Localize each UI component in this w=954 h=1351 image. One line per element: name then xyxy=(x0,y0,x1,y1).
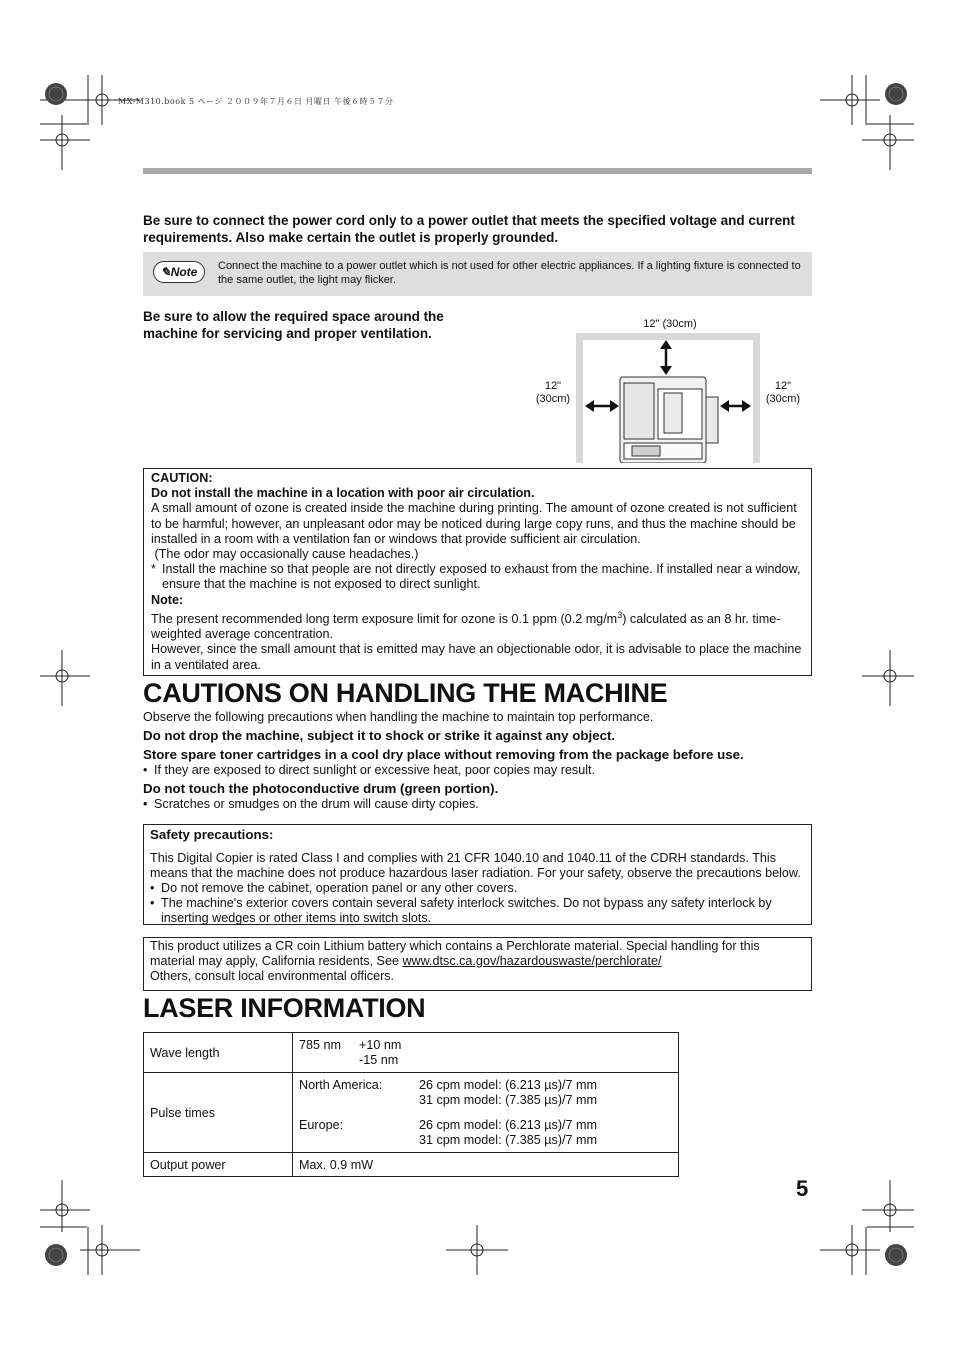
wave-length-label: Wave length xyxy=(144,1033,293,1073)
safety-box xyxy=(143,824,812,925)
handling-item-drop: Do not drop the machine, subject it to shock or strike it against any object. xyxy=(143,728,616,743)
caution-title: CAUTION: xyxy=(151,471,213,485)
battery-line-1 xyxy=(150,939,805,969)
pulse-na-values xyxy=(419,1078,597,1108)
pulse-na-26: 26 cpm model: (6.213 µs)/7 mm xyxy=(419,1077,598,1092)
caution-bullet-text: Install the machine so that people are not directly exposed to exhaust from the machine. If installed near a window, ensure that the machine is not exposed to direct sunlight. xyxy=(162,562,801,592)
output-power-value: Max. 0.9 mW xyxy=(293,1153,679,1177)
caution-note-1a: The present recommended long term exposure limit for ozone is 0.1 ppm (0.2 mg/m xyxy=(151,612,618,627)
safety-body: This Digital Copier is rated Class I and complies with 21 CFR 1040.10 and 1040.11 of the CDRH standards. This means that the machine does not produce hazardous laser radiation. For your safety, observe the precautions below. xyxy=(150,851,801,880)
handling-heading: CAUTIONS ON HANDLING THE MACHINE xyxy=(143,678,668,708)
page-number: 5 xyxy=(796,1176,809,1201)
handling-toner-bullet-text: If they are exposed to direct sunlight or excessive heat, poor copies may result. xyxy=(154,763,596,777)
handling-drum-bullet-text: Scratches or smudges on the drum will cause dirty copies. xyxy=(154,797,479,811)
wave-length-tolerance xyxy=(359,1038,401,1068)
safety-bullet-2 xyxy=(150,896,805,926)
caution-box xyxy=(143,468,812,676)
wave-length-value xyxy=(293,1033,679,1073)
handling-item-toner: Store spare toner cartridges in a cool dry place without removing from the package before use. xyxy=(143,747,744,762)
table-row xyxy=(144,1033,679,1073)
wave-length-plus: +10 nm xyxy=(359,1037,402,1052)
diagram-left-label-2: (30cm) xyxy=(535,393,571,405)
pulse-times-label: Pulse times xyxy=(144,1073,293,1153)
bullet-mark: • xyxy=(143,797,148,811)
pulse-eu-values xyxy=(419,1118,597,1148)
diagram-left-label xyxy=(530,380,576,406)
table-row xyxy=(144,1073,679,1153)
note-text: Connect the machine to a power outlet which is not used for other electric appliances. If a lighting fixture is connected to the same outlet, the light may flicker. xyxy=(218,260,801,286)
handling-intro: Observe the following precautions when handling the machine to maintain top performance. xyxy=(143,710,654,724)
book-header-line: MX-M310.book 5 ページ ２００９年７月６日 月曜日 午後６時５７分 xyxy=(118,97,394,106)
caution-body-odor: (The odor may occasionally cause headaches.) xyxy=(151,547,419,562)
safety-bullet-1-text: Do not remove the cabinet, operation panel or any other covers. xyxy=(161,881,518,895)
note-box xyxy=(143,252,812,296)
wave-length-nm: 785 nm xyxy=(299,1037,342,1052)
space-instruction: Be sure to allow the required space around the machine for servicing and proper ventilation. xyxy=(143,309,444,341)
battery-box xyxy=(143,937,812,991)
power-outlet-warning: Be sure to connect the power cord only to a power outlet that meets the specified voltage and current requirements. Also make certain the outlet is properly grounded. xyxy=(143,213,795,245)
bullet-mark: • xyxy=(143,763,148,777)
caution-note-title: Note: xyxy=(151,592,184,607)
safety-bullet-2-text: The machine's exterior covers contain several safety interlock switches. Do not bypass any safety interlock by inserting wedges or other items into switch slots. xyxy=(161,896,772,925)
handling-item-drum: Do not touch the photoconductive drum (green portion). xyxy=(143,781,499,796)
battery-line-1-text: This product utilizes a CR coin Lithium battery which contains a Perchlorate material. Special handling for this material may apply, California residents, See xyxy=(150,939,760,968)
caution-note-1b: ) calculated as an 8 hr. time-weighted average concentration. xyxy=(151,612,781,642)
pulse-times-value xyxy=(293,1073,679,1153)
caution-bullet xyxy=(151,562,804,592)
caution-note-2: However, since the small amount that is emitted may have an objectionable odor, it is advisable to place the machine in a ventilated area. xyxy=(151,642,802,672)
handling-drum-bullet xyxy=(143,797,812,812)
caution-bullet-mark: * xyxy=(151,562,156,577)
battery-line-2: Others, consult local environmental officers. xyxy=(150,969,395,983)
top-rule-bar xyxy=(143,168,812,174)
wave-length-minus: -15 nm xyxy=(359,1052,399,1067)
diagram-right-label-2: (30cm) xyxy=(765,393,801,405)
caution-subtitle: Do not install the machine in a location with poor air circulation. xyxy=(151,486,535,501)
pulse-na-31: 31 cpm model: (7.385 µs)/7 mm xyxy=(419,1092,598,1107)
diagram-right-label-1: 12" xyxy=(774,380,792,392)
laser-heading: LASER INFORMATION xyxy=(143,993,426,1023)
laser-table xyxy=(143,1032,679,1177)
clearance-diagram xyxy=(576,333,760,463)
diagram-right-label xyxy=(760,380,806,406)
perchlorate-link[interactable]: www.dtsc.ca.gov/hazardouswaste/perchlorate/ xyxy=(402,954,662,968)
caution-note-1 xyxy=(151,608,804,643)
table-row xyxy=(144,1153,679,1177)
note-badge-label: Note xyxy=(170,265,198,279)
pulse-eu-label: Europe: xyxy=(299,1117,344,1132)
pulse-eu-26: 26 cpm model: (6.213 µs)/7 mm xyxy=(419,1117,598,1132)
safety-title: Safety precautions: xyxy=(150,827,274,842)
output-power-label: Output power xyxy=(144,1153,293,1177)
caution-body: A small amount of ozone is created inside the machine during printing. The amount of ozone created is not sufficient to be harmful; however, an unpleasant odor may be noticed during large copy runs, and thus the machine should be installed in a room with a ventilation fan or windows that provide sufficient air circulation. xyxy=(151,501,797,546)
bullet-mark: • xyxy=(150,896,155,910)
handling-toner-bullet xyxy=(143,763,812,778)
diagram-top-label: 12" (30cm) xyxy=(643,318,697,330)
safety-bullet-1 xyxy=(150,881,805,896)
caution-note-1sup: 3 xyxy=(617,609,623,620)
pulse-na-label: North America: xyxy=(299,1077,383,1092)
diagram-left-label-1: 12" xyxy=(544,380,562,392)
pulse-eu-31: 31 cpm model: (7.385 µs)/7 mm xyxy=(419,1132,598,1147)
bullet-mark: • xyxy=(150,881,155,895)
note-icon: ✎Note xyxy=(153,261,205,283)
